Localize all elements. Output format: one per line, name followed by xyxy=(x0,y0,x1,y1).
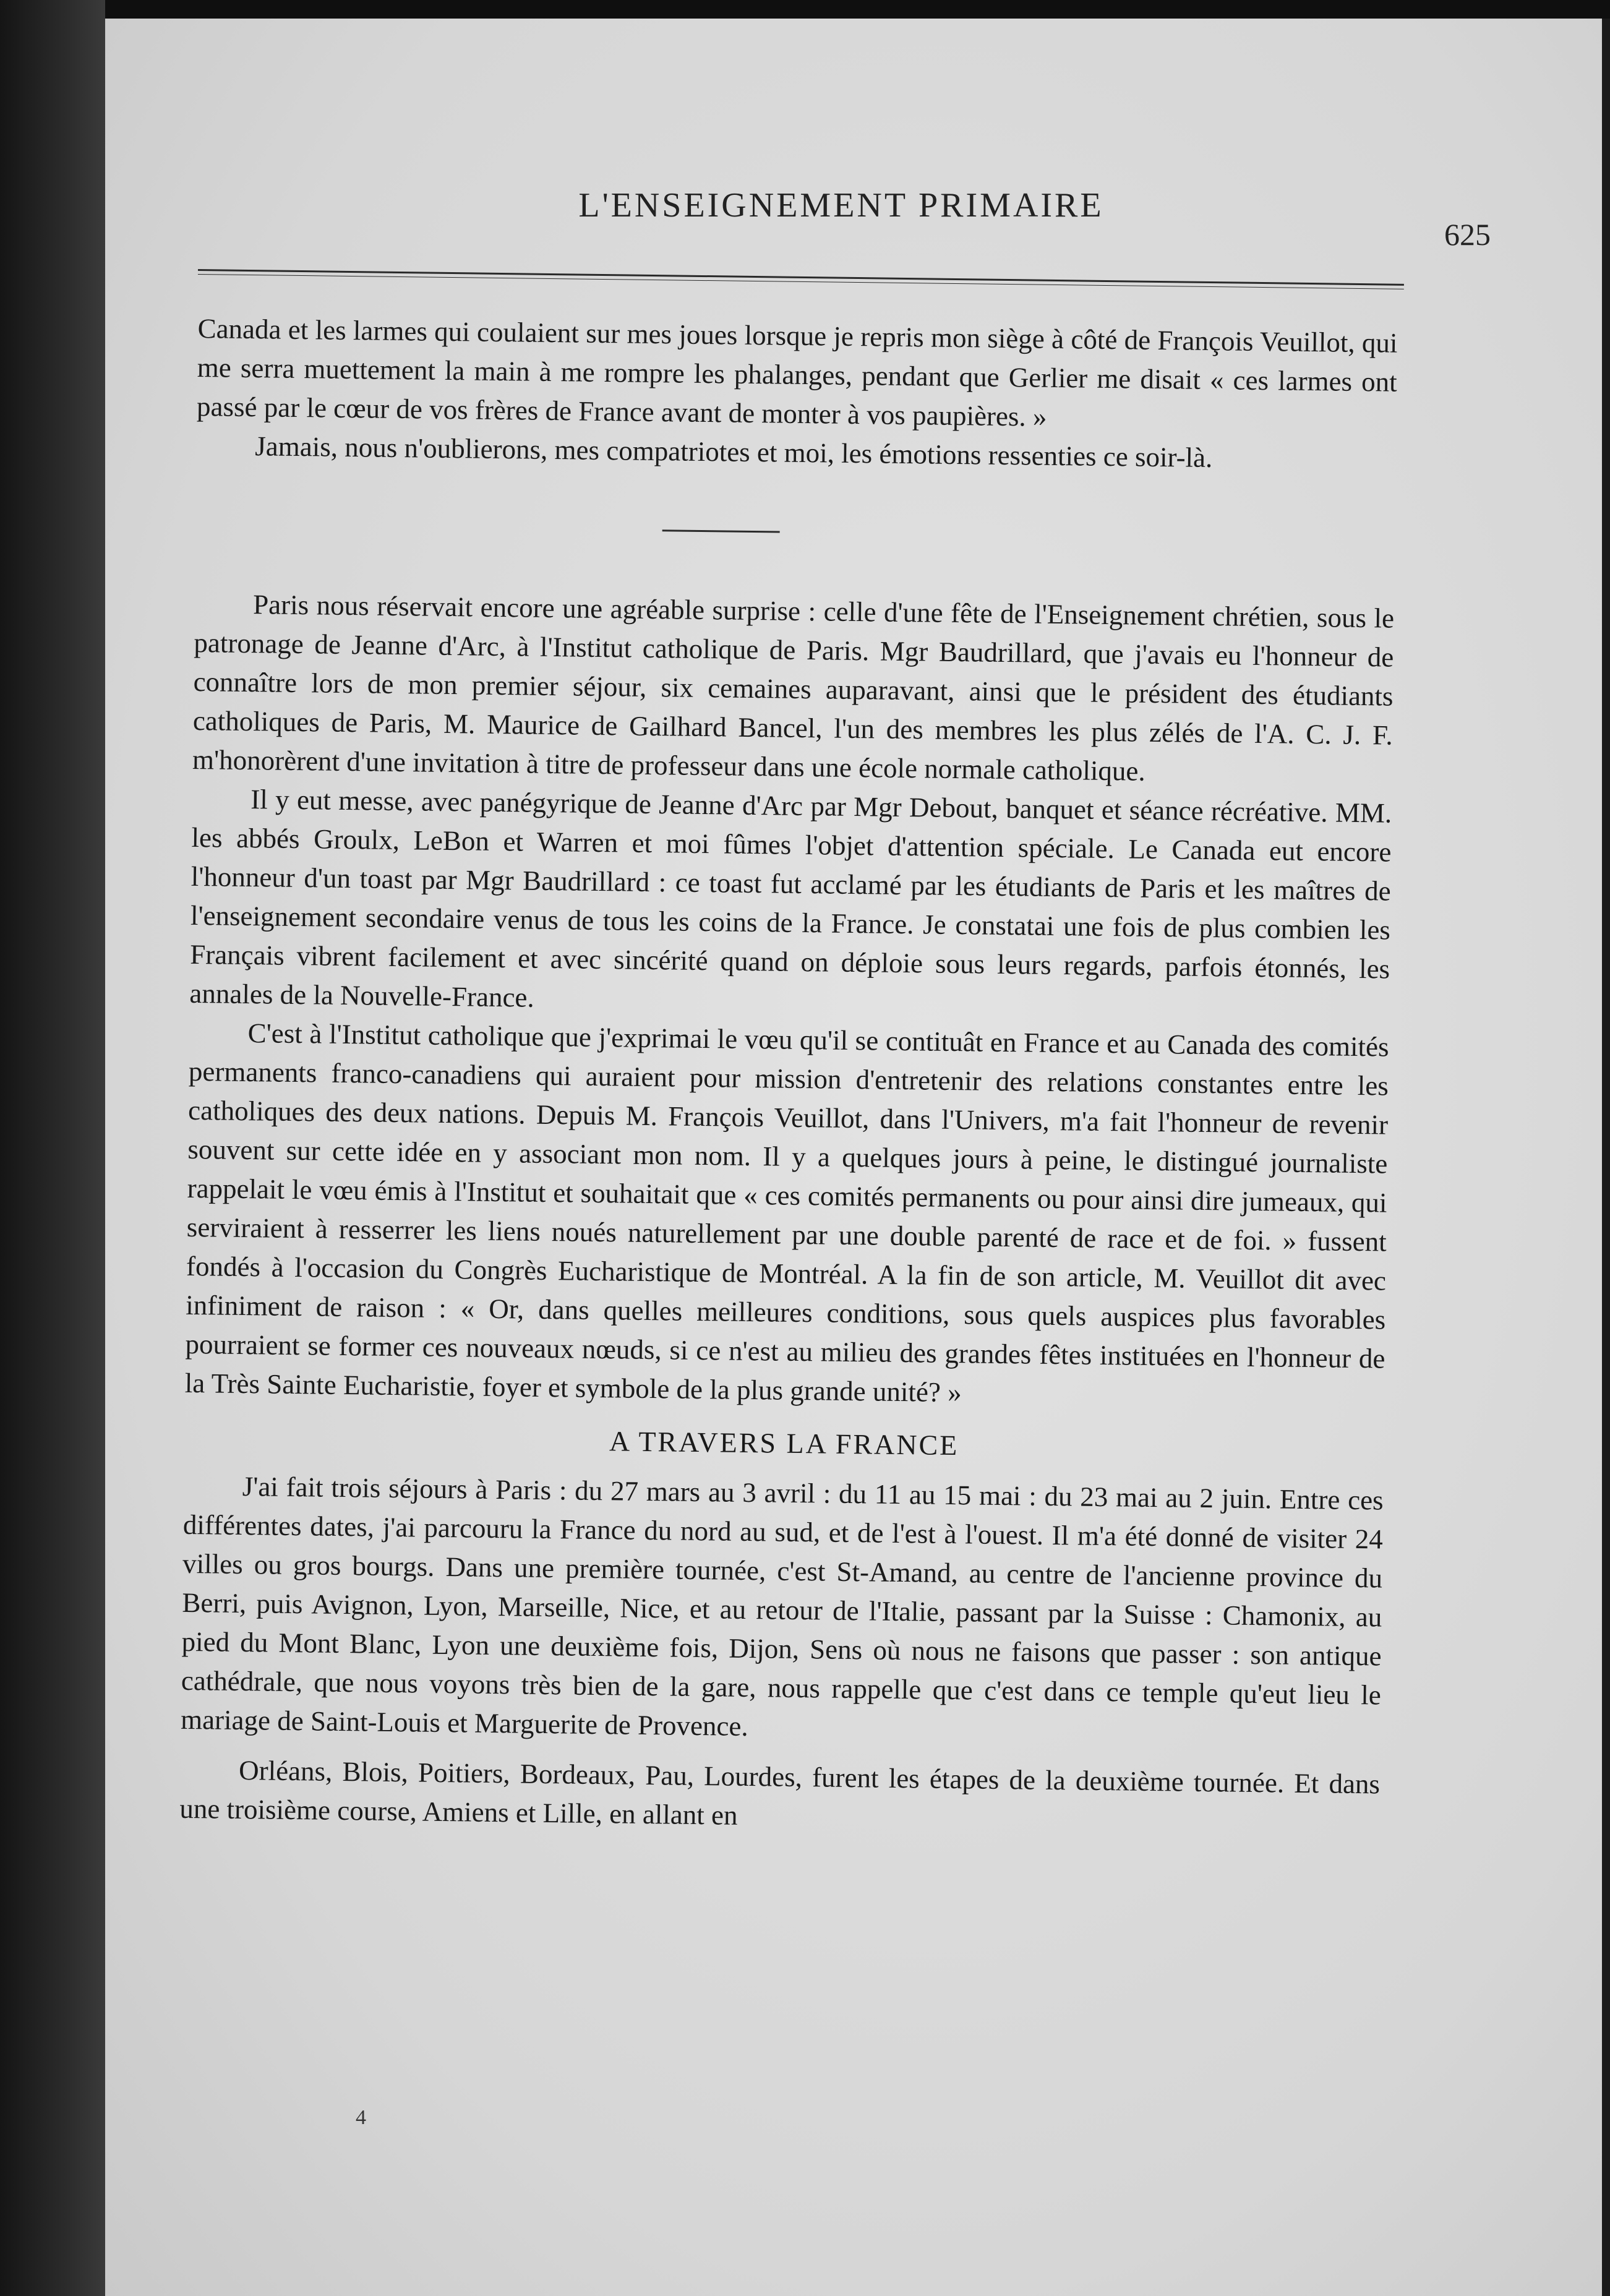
paragraph: Paris nous réservait encore une agréable surprise : celle d'une fête de l'Enseignement chrétien, sous le patronage de Jeanne d'Arc, à l'Institut catholique de Paris. Mgr Baudrillard, que j'avais eu l'honneur de connaître lors de mon premier séjour, six cemaines auparavant, ainsi que le président des étudiants catholiques de Paris, M. Maurice de Gailhard Bancel, l'un des membres les plus zélés de l'A. C. J. F. m'honorèrent d'une invitation à titre de professeur dans une école normale catholique. xyxy=(192,589,1395,787)
page-body xyxy=(179,309,1398,1843)
section-heading: A TRAVERS LA FRANCE xyxy=(609,1425,959,1462)
paragraph: Orléans, Blois, Poitiers, Bordeaux, Pau, Lourdes, furent les étapes de la deuxième tournée. Et dans une troisième course, Amiens et Lille, en allant en xyxy=(179,1754,1381,1831)
running-title: L'ENSEIGNEMENT PRIMAIRE xyxy=(578,186,1104,225)
paragraph: Jamais, nous n'oublierons, mes compatriotes et moi, les émotions ressenties ce soir-là. xyxy=(254,430,1213,474)
section-separator xyxy=(662,529,780,533)
paragraph: J'ai fait trois séjours à Paris : du 27 mars au 3 avril : du 11 au 15 mai : du 23 mai au 2 juin. Entre ces différentes dates, j'ai parcouru la France du nord au sud, et de l'est à l'ouest. Il m'a été donné de visiter 24 villes ou gros bourgs. Dans une première tournée, c'est St-Amand, au centre de l'ancienne province du Berri, puis Avignon, Lyon, Marseille, Nice, et au retour de l'Italie, passant par la Suisse : Chamonix, au pied du Mont Blanc, Lyon une deuxième fois, Dijon, Sens où nous ne faisons que passer : son antique cathédrale, que nous voyons très bien de la gare, nous rappelle que c'est dans ce temple qu'eut lieu le mariage de Saint-Louis et Marguerite de Provence. xyxy=(180,1471,1384,1742)
scan-border-left xyxy=(0,0,105,2296)
paragraph: Il y eut messe, avec panégyrique de Jeanne d'Arc par Mgr Debout, banquet et séance récréative. MM. les abbés Groulx, LeBon et Warren et moi fûmes l'objet d'attention spéciale. Le Canada eut encore l'honneur d'un toast par Mgr Baudrillard : ce toast fut acclamé par les étudiants de Paris et les maîtres de l'enseignement secondaire venus de tous les coins de la France. Je constatai une fois de plus combien les Français vibrent facilement et avec sincérité quand on déploie sous leurs regards, parfois étonnés, les annales de la Nouvelle-France. xyxy=(189,784,1392,1013)
header-rule xyxy=(198,269,1404,289)
signature-mark: 4 xyxy=(356,2106,366,2129)
scan-border-top xyxy=(0,0,1610,19)
paragraph-continued: Canada et les larmes qui coulaient sur mes joues lorsque je repris mon siège à côté de François Veuillot, qui me serra muettement la main à me rompre les phalanges, pendant que Gerlier me disait « ces larmes ont passé par le cœur de vos frères de France avant de monter à vos paupières. » xyxy=(196,312,1398,432)
page-number: 625 xyxy=(1444,217,1491,252)
book-page xyxy=(105,19,1602,2296)
page-header xyxy=(198,173,1491,252)
paragraph: C'est à l'Institut catholique que j'exprimai le vœu qu'il se contituât en France et au Canada des comités permanents franco-canadiens qui auraient pour mission d'entretenir des relations constantes entre les catholiques des deux nations. Depuis M. François Veuillot, dans l'Univers, m'a fait l'honneur de revenir souvent sur cette idée en y associant mon nom. Il y a quelques jours à peine, le distingué journaliste rappelait le vœu émis à l'Institut et souhaitait que « ces comités permanents ou pour ainsi dire jumeaux, qui serviraient à resserrer les liens noués naturellement par une double parenté de race et de foi. » fussent fondés à l'occasion du Congrès Eucharistique de Montréal. A la fin de son article, M. Veuillot dit avec infiniment de raison : « Or, dans quelles meilleures conditions, sous quels auspices plus favorables pourraient se former ces nouveaux nœuds, si ce n'est au milieu des grandes fêtes instituées en l'honneur de la Très Sainte Eucharistie, foyer et symbole de la plus grande unité? » xyxy=(184,1017,1389,1408)
